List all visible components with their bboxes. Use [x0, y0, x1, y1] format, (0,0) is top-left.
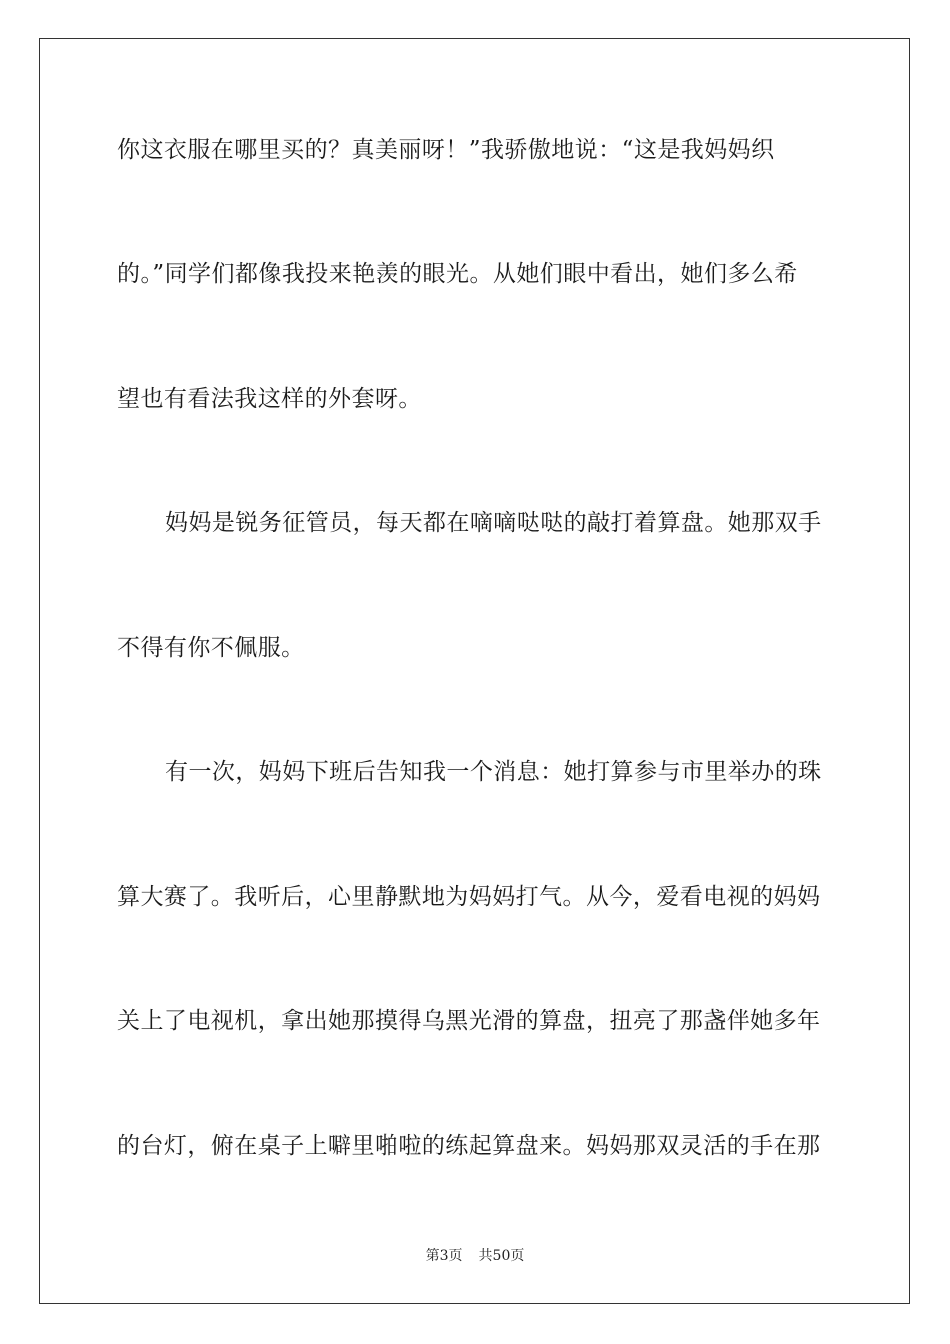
text-line: 有一次，妈妈下班后告知我一个消息：她打算参与市里举办的珠 — [165, 759, 822, 785]
text-line: 望也有看法我这样的外套呀。 — [117, 386, 422, 412]
page-footer — [0, 1246, 950, 1266]
text-line: 你这衣服在哪里买的？真美丽呀！”我骄傲地说：“这是我妈妈织 — [117, 137, 775, 163]
text-line: 妈妈是锐务征管员，每天都在嘀嘀哒哒的敲打着算盘。她那双手 — [165, 510, 822, 536]
page-border — [39, 38, 910, 1304]
text-line: 的台灯，俯在桌子上噼里啪啦的练起算盘来。妈妈那双灵活的手在那 — [117, 1133, 821, 1159]
page-total: 共50页 — [478, 1248, 525, 1264]
text-line: 不得有你不佩服。 — [117, 635, 305, 661]
text-line: 关上了电视机，拿出她那摸得乌黑光滑的算盘，扭亮了那盏伴她多年 — [117, 1008, 821, 1034]
text-line: 的。”同学们都像我投来艳羡的眼光。从她们眼中看出，她们多么希 — [117, 261, 798, 287]
page-number: 第3页 — [425, 1248, 463, 1264]
text-line: 算大赛了。我听后，心里静默地为妈妈打气。从今，爱看电视的妈妈 — [117, 884, 821, 910]
